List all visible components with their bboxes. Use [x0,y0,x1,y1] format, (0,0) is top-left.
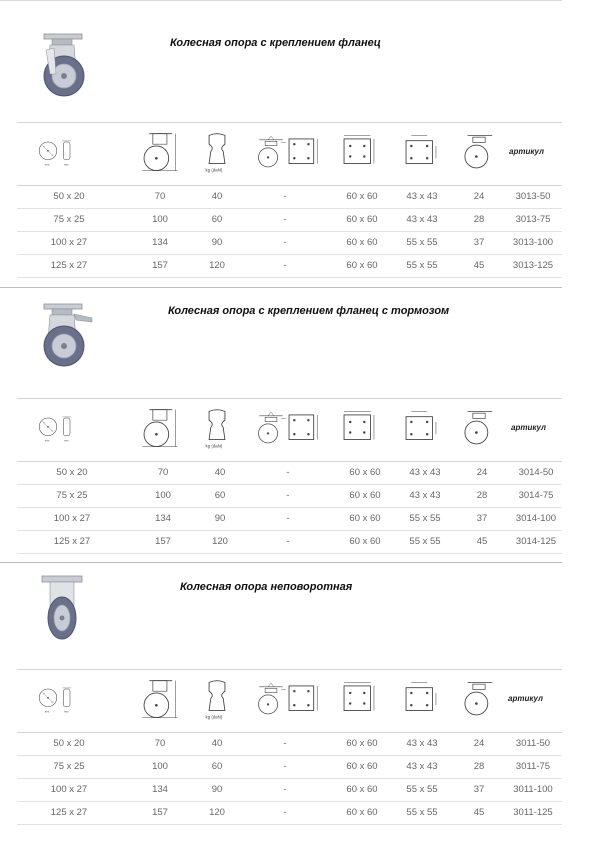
table-cell: 70 [157,467,169,478]
table-cell: 157 [155,536,171,547]
table-cell: 45 [473,807,485,818]
table-cell: 3013-75 [515,214,551,225]
table-cell: 100 [152,214,168,225]
wheel-size-icon [37,127,81,179]
svg-text:mm: mm [63,439,69,443]
table-cell: 3011-100 [513,784,553,795]
table-cell: 75 x 25 [53,214,85,225]
svg-text:kg (daN): kg (daN) [205,714,223,720]
table-cell: 24 [476,467,488,478]
spec-table-body [17,733,562,825]
table-cell: 60 x 60 [346,214,378,225]
plate-size-icon [282,127,326,179]
table-cell: 37 [473,237,485,248]
table-cell: 3011-125 [513,807,553,818]
table-cell: 43 x 43 [406,214,438,225]
caster-image [30,572,100,642]
table-row [17,462,562,485]
table-row [17,508,562,531]
table-cell: - [286,536,290,547]
table-cell: 40 [211,738,223,749]
table-cell: 24 [473,191,485,202]
table-row [17,485,562,508]
svg-text:mm: mm [44,439,50,443]
table-cell: 70 [154,191,166,202]
overall-height-icon [137,127,181,179]
table-cell: - [283,260,287,271]
spec-table-header [17,669,562,733]
table-cell: 120 [212,536,228,547]
load-weight-icon [195,674,239,726]
load-weight-icon [195,403,239,455]
table-cell: 60 x 60 [346,738,378,749]
table-row [17,733,562,756]
bolt-spacing-icon [399,674,443,726]
spec-table-body [17,186,562,278]
table-cell: 50 x 20 [53,738,85,749]
table-cell: 3014-50 [518,467,554,478]
table-cell: 60 x 60 [346,237,378,248]
table-cell: - [286,467,290,478]
overall-height-icon [137,674,181,726]
svg-text:mm: mm [44,710,50,714]
table-cell: 28 [476,490,488,501]
table-cell: 3013-125 [512,260,554,271]
table-cell: 75 x 25 [56,490,88,501]
svg-text:kg (daN): kg (daN) [205,443,223,449]
table-cell: 43 x 43 [409,490,441,501]
table-cell: 157 [152,260,168,271]
table-cell: 134 [152,237,168,248]
table-cell: 60 x 60 [346,761,378,772]
table-cell: 90 [214,513,226,524]
table-cell: 3014-125 [515,536,557,547]
table-cell: 120 [209,807,225,818]
table-row [17,232,562,255]
table-cell: 100 [155,490,171,501]
section-title: Колесная опора с креплением фланец с тормозом [168,305,450,317]
table-cell: 55 x 55 [406,237,438,248]
table-cell: 28 [473,214,485,225]
table-cell: 45 [476,536,488,547]
table-cell: 100 x 27 [50,237,88,248]
table-cell: 3013-100 [512,237,554,248]
table-cell: 24 [473,738,485,749]
table-cell: - [283,807,287,818]
table-cell: 55 x 55 [409,513,441,524]
table-cell: 60 x 60 [349,513,381,524]
svg-text:kg (daN): kg (daN) [205,167,223,173]
table-row [17,531,562,554]
plate-size-icon [282,403,326,455]
table-cell: 60 x 60 [349,536,381,547]
wheel-size-icon [37,674,81,726]
table-cell: 55 x 55 [406,260,438,271]
table-row [17,802,562,825]
table-cell: 37 [473,784,485,795]
caster-image [30,300,100,370]
table-cell: - [283,738,287,749]
svg-text:mm: mm [63,163,69,167]
caster-image [30,30,100,100]
spec-table [17,398,562,554]
spec-table-body [17,462,562,554]
table-cell: - [283,191,287,202]
table-cell: 3014-75 [518,490,554,501]
top-divider [0,0,562,1]
article-column-header: артикул [508,694,543,703]
table-cell: 55 x 55 [406,784,438,795]
svg-text:mm: mm [63,710,69,714]
table-cell: 60 x 60 [346,191,378,202]
table-cell: 55 x 55 [409,536,441,547]
section-title: Колесная опора с креплением фланец [170,37,381,49]
table-cell: 60 x 60 [346,784,378,795]
table-cell: 125 x 27 [50,260,88,271]
table-cell: 90 [211,784,223,795]
table-cell: 100 [152,761,168,772]
table-cell: 37 [476,513,488,524]
table-cell: - [286,513,290,524]
bolt-spacing-icon [399,403,443,455]
plate-outer-icon [337,127,381,179]
section-divider [0,287,562,288]
plate-outer-icon [337,674,381,726]
spec-table-header [17,398,562,462]
table-cell: - [283,214,287,225]
table-row [17,779,562,802]
table-cell: 55 x 55 [406,807,438,818]
table-cell: 125 x 27 [50,807,88,818]
plate-size-icon [282,674,326,726]
table-cell: - [283,761,287,772]
table-cell: 70 [154,738,166,749]
table-cell: 60 [211,761,223,772]
spec-table-header [17,122,562,186]
table-cell: 43 x 43 [406,738,438,749]
table-cell: 50 x 20 [56,467,88,478]
table-cell: 100 x 27 [53,513,91,524]
overall-height-icon [137,403,181,455]
side-profile-icon [457,127,501,179]
section-title: Колесная опора неповоротная [180,581,353,593]
table-cell: 75 x 25 [53,761,85,772]
table-cell: 3011-50 [515,738,551,749]
load-weight-icon [195,127,239,179]
table-cell: - [286,490,290,501]
wheel-size-icon [37,403,81,455]
table-cell: 134 [152,784,168,795]
table-cell: 157 [152,807,168,818]
table-row [17,209,562,232]
table-cell: 3013-50 [515,191,551,202]
table-cell: 43 x 43 [406,191,438,202]
article-column-header: артикул [509,147,544,156]
side-profile-icon [457,674,501,726]
table-cell: 60 [211,214,223,225]
section-divider [0,562,562,563]
table-cell: - [283,237,287,248]
table-row [17,255,562,278]
table-cell: 50 x 20 [53,191,85,202]
side-profile-icon [457,403,501,455]
table-row [17,756,562,779]
table-cell: 100 x 27 [50,784,88,795]
spec-table [17,669,562,825]
spec-table [17,122,562,278]
table-cell: 60 x 60 [349,490,381,501]
table-cell: 3014-100 [515,513,557,524]
table-cell: 120 [209,260,225,271]
table-cell: 45 [473,260,485,271]
table-cell: 40 [214,467,226,478]
table-cell: 60 x 60 [349,467,381,478]
bolt-spacing-icon [399,127,443,179]
table-cell: 3011-75 [515,761,551,772]
svg-text:mm: mm [44,163,50,167]
table-cell: 60 x 60 [346,260,378,271]
table-cell: 40 [211,191,223,202]
table-cell: 28 [473,761,485,772]
table-row [17,186,562,209]
table-cell: 125 x 27 [53,536,91,547]
table-cell: 90 [211,237,223,248]
plate-outer-icon [337,403,381,455]
article-column-header: артикул [511,423,546,432]
table-cell: 43 x 43 [409,467,441,478]
table-cell: 43 x 43 [406,761,438,772]
table-cell: 134 [155,513,171,524]
table-cell: 60 x 60 [346,807,378,818]
table-cell: 60 [214,490,226,501]
table-cell: - [283,784,287,795]
